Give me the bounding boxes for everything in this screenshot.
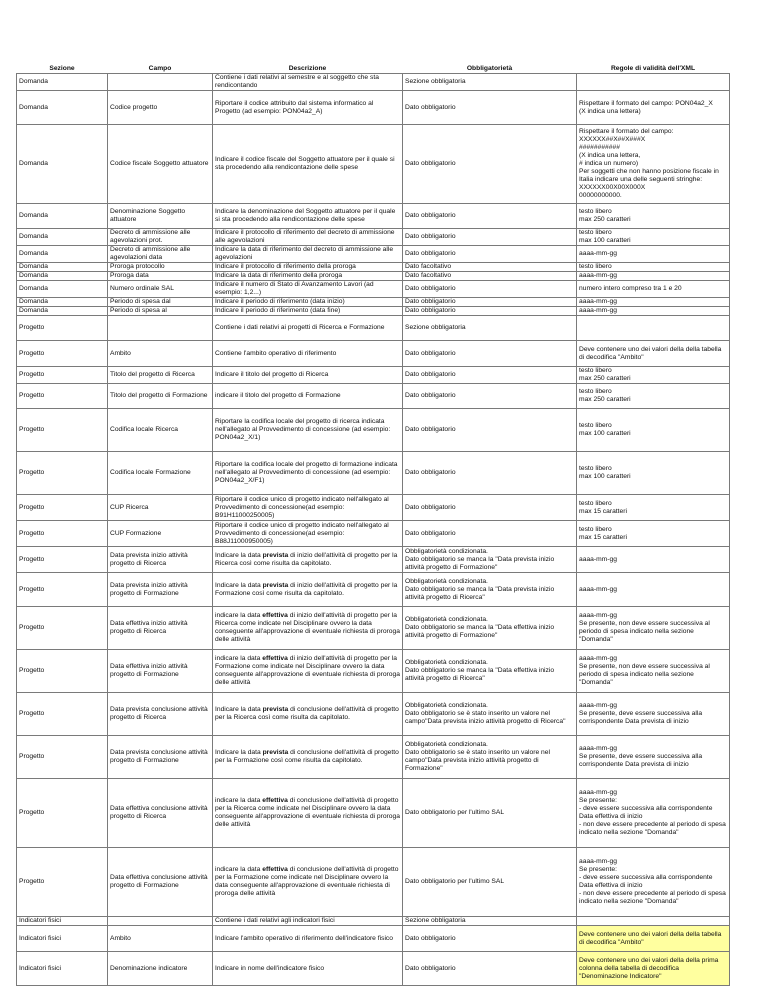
cell-obbligatorieta: Dato obbligatorio [403,298,577,307]
cell-descrizione [213,779,403,848]
cell-descrizione: Riportare la codifica locale del progetto di ricerca indicata nell'allegato al Provvedimento di concessione (ad esempio: PON04a2_X/1) [213,409,403,452]
cell-obbligatorieta: Dato obbligatorio [403,91,577,125]
cell-sezione: Domanda [17,307,108,316]
table-row [17,926,730,952]
table-row [17,573,730,607]
cell-campo [108,316,213,341]
table-row [17,125,730,204]
cell-regole: aaaa-mm-gg Se presente, non deve essere successiva al periodo di spesa indicato nella sezione "Domanda" [577,650,730,693]
descrizione-text: di inizio dell'attività di progetto per la Formazione come indicate nel Disciplinare ovvero la data conseguente all'approvazione di eventuale richiesta di proroga delle attività [215,655,400,686]
cell-obbligatorieta: Obbligatorietà condizionata. Dato obbligatorio se manca la "Data prevista inizio attività progetto di Formazione" [403,547,577,573]
cell-regole: testo libero max 15 caratteri [577,495,730,521]
cell-campo: Data effettiva inizio attività progetto di Ricerca [108,607,213,650]
cell-campo: Decreto di ammissione alle agevolazioni prot. [108,229,213,246]
cell-sezione: Progetto [17,409,108,452]
cell-sezione: Progetto [17,779,108,848]
cell-obbligatorieta: Dato obbligatorio [403,521,577,547]
cell-obbligatorieta: Dato obbligatorio [403,125,577,204]
cell-obbligatorieta: Dato obbligatorio per l'ultimo SAL [403,779,577,848]
cell-obbligatorieta: Dato obbligatorio [403,384,577,409]
descrizione-text: Indicare la data [215,551,263,559]
cell-sezione: Progetto [17,316,108,341]
cell-campo: Data effettiva conclusione attività progetto di Ricerca [108,779,213,848]
cell-descrizione [213,547,403,573]
cell-regole: numero intero compreso tra 1 e 20 [577,281,730,298]
cell-campo: Periodo di spesa al [108,307,213,316]
cell-campo: Denominazione Soggetto attuatore [108,204,213,229]
cell-campo: Data effettiva conclusione attività progetto di Formazione [108,848,213,917]
cell-regole: testo libero max 100 caratteri [577,452,730,495]
descrizione-emphasis: prevista [262,749,289,756]
cell-regole: Rispettare il formato del campo: PON04a2_X (X indica una lettera) [577,91,730,125]
cell-descrizione: Indicare il codice fiscale del Soggetto attuatore per il quale si sta procedendo alla rendicontazione delle spese [213,125,403,204]
cell-sezione: Domanda [17,74,108,91]
cell-regole: testo libero max 100 caratteri [577,409,730,452]
cell-regole: aaaa-mm-gg [577,307,730,316]
table-row [17,452,730,495]
descrizione-text: Indicare la data [215,749,263,756]
cell-descrizione: Indicare il protocollo di riferimento del decreto di ammissione alle agevolazioni [213,229,403,246]
cell-sezione: Progetto [17,650,108,693]
cell-sezione: Progetto [17,693,108,736]
cell-regole: aaaa-mm-gg [577,298,730,307]
cell-obbligatorieta: Dato obbligatorio [403,409,577,452]
cell-regole: testo libero max 250 caratteri [577,384,730,409]
cell-campo: Ambito [108,341,213,367]
cell-regole: aaaa-mm-gg Se presente, deve essere successiva alla corrispondente Data prevista di inizio [577,693,730,736]
cell-campo: Data prevista conclusione attività progetto di Formazione [108,736,213,779]
cell-obbligatorieta: Dato obbligatorio [403,229,577,246]
header-regole: Regole di validità dell'XML [577,65,730,74]
cell-regole: aaaa-mm-gg [577,272,730,281]
cell-descrizione: Contiene l'ambito operativo di riferimento [213,341,403,367]
table-row [17,495,730,521]
cell-campo: Codifica locale Ricerca [108,409,213,452]
cell-sezione: Indicatori fisici [17,926,108,952]
descrizione-emphasis: effettiva [262,612,288,619]
cell-sezione: Progetto [17,521,108,547]
table-row [17,367,730,384]
cell-regole: Deve contenere uno dei valori della della tabella di decodifica "Ambito" [577,341,730,367]
table-row [17,272,730,281]
cell-sezione: Domanda [17,263,108,272]
table-row [17,91,730,125]
cell-obbligatorieta: Dato obbligatorio [403,367,577,384]
cell-descrizione [213,736,403,779]
cell-campo: CUP Ricerca [108,495,213,521]
cell-campo: Codice fiscale Soggetto attuatore [108,125,213,204]
cell-regole: aaaa-mm-gg [577,573,730,607]
descrizione-text: indicare la data [215,797,263,804]
cell-regole: testo libero [577,263,730,272]
cell-campo: Data prevista inizio attività progetto di Formazione [108,573,213,607]
cell-sezione: Indicatori fisici [17,952,108,986]
cell-sezione: Progetto [17,452,108,495]
cell-sezione: Indicatori fisici [17,917,108,926]
header-sezione: Sezione [17,65,108,74]
table-row [17,607,730,650]
table-row [17,229,730,246]
cell-regole [577,316,730,341]
cell-sezione: Progetto [17,495,108,521]
cell-obbligatorieta: Obbligatorietà condizionata. Dato obbligatorio se è stato inserito un valore nel campo"Data prevista inizio attività progetto di Ricerca" [403,693,577,736]
cell-descrizione [213,573,403,607]
xml-rules-table [16,65,730,986]
descrizione-text: di conclusione dell'attività di progetto per la Formazione così come risulta da capitolato. [215,749,399,764]
cell-obbligatorieta: Obbligatorietà condizionata. Dato obbligatorio se è stato inserito un valore nel campo"Data prevista inizio attività progetto di Formazione" [403,736,577,779]
cell-obbligatorieta: Dato obbligatorio [403,926,577,952]
descrizione-text: Indicare la data [215,581,263,589]
cell-descrizione: Contiene i dati relativi al semestre e al soggetto che sta rendicontando [213,74,403,91]
header-row [17,65,730,74]
descrizione-text: di inizio dell'attività di progetto per la Ricerca così come risulta da capitolato. [215,551,398,567]
table-row [17,952,730,986]
cell-descrizione [213,650,403,693]
cell-descrizione: Riportare la codifica locale del progetto di formazione indicata nell'allegato al Provvedimento di concessione (ad esempio: PON04a2_X/F1) [213,452,403,495]
cell-descrizione: Indicare il protocollo di riferimento della proroga [213,263,403,272]
cell-descrizione: Contiene i dati relativi agli indicatori fisici [213,917,403,926]
cell-sezione: Domanda [17,204,108,229]
cell-obbligatorieta: Dato obbligatorio [403,204,577,229]
descrizione-text: di inizio dell'attività di progetto per la Ricerca come indicate nel Disciplinare ovvero la data conseguente all'approvazione di eventuale richiesta di proroga delle attività [215,612,400,643]
cell-descrizione: Riportare il codice unico di progetto indicato nell'allegato al Provvedimento di concessione(ad esempio: B88J11000950005) [213,521,403,547]
cell-obbligatorieta: Sezione obbligatoria [403,74,577,91]
cell-descrizione [213,693,403,736]
cell-sezione: Domanda [17,298,108,307]
cell-campo: Periodo di spesa dal [108,298,213,307]
table-row [17,736,730,779]
cell-campo: Data prevista inizio attività progetto di Ricerca [108,547,213,573]
cell-descrizione: Indicare il periodo di riferimento (data inizio) [213,298,403,307]
cell-obbligatorieta: Dato obbligatorio [403,495,577,521]
cell-descrizione: Indicare l'ambito operativo di riferimento dell'indicatore fisico [213,926,403,952]
table-row [17,521,730,547]
cell-obbligatorieta: Dato obbligatorio [403,952,577,986]
descrizione-emphasis: prevista [262,581,289,589]
cell-regole: aaaa-mm-gg [577,246,730,263]
cell-descrizione: Indicare la denominazione del Soggetto attuatore per il quale si sta procedendo alla rendicontazione delle spese [213,204,403,229]
cell-descrizione: indicare il titolo del progetto di Formazione [213,384,403,409]
header-obbligatorieta: Obbligatorietà [403,65,577,74]
cell-regole: Deve contenere uno dei valori della della tabella di decodifica "Ambito" [577,926,730,952]
table-row [17,263,730,272]
descrizione-emphasis: prevista [262,551,289,559]
cell-descrizione: Indicare il titolo del progetto di Ricerca [213,367,403,384]
cell-regole: aaaa-mm-gg Se presente: - deve essere successiva alla corrispondente Data effettiva di inizio - non deve essere precedente al periodo di spesa indicato nella sezione "Domanda" [577,848,730,917]
cell-descrizione: Riportare il codice attribuito dal sistema informatico al Progetto (ad esempio: PON04a2_A) [213,91,403,125]
cell-regole: testo libero max 250 caratteri [577,367,730,384]
cell-campo: Codice progetto [108,91,213,125]
cell-obbligatorieta: Dato obbligatorio [403,246,577,263]
cell-sezione: Progetto [17,547,108,573]
cell-campo: Ambito [108,926,213,952]
cell-obbligatorieta: Dato obbligatorio [403,341,577,367]
table-row [17,316,730,341]
cell-sezione: Progetto [17,848,108,917]
cell-descrizione: Indicare in nome dell'indicatore fisico [213,952,403,986]
cell-obbligatorieta: Obbligatorietà condizionata. Dato obbligatorio se manca la "Data effettiva inizio attività progetto di Ricerca" [403,650,577,693]
table-row [17,409,730,452]
cell-campo: Decreto di ammissione alle agevolazioni data [108,246,213,263]
cell-campo: Codifica locale Formazione [108,452,213,495]
header-campo: Campo [108,65,213,74]
cell-campo: Denominazione indicatore [108,952,213,986]
cell-sezione: Progetto [17,607,108,650]
descrizione-emphasis: effettiva [262,655,288,662]
table-row [17,281,730,298]
table-row [17,384,730,409]
cell-regole: aaaa-mm-gg Se presente, non deve essere successiva al periodo di spesa indicato nella sezione "Domanda" [577,607,730,650]
cell-sezione: Domanda [17,91,108,125]
cell-sezione: Progetto [17,341,108,367]
cell-obbligatorieta: Obbligatorietà condizionata. Dato obbligatorio se manca la "Data prevista inizio attività progetto di Ricerca" [403,573,577,607]
cell-descrizione: Indicare la data di riferimento del decreto di ammissione alle agevolazioni [213,246,403,263]
cell-sezione: Progetto [17,367,108,384]
table-row [17,307,730,316]
cell-regole: testo libero max 250 caratteri [577,204,730,229]
cell-obbligatorieta: Dato obbligatorio per l'ultimo SAL [403,848,577,917]
descrizione-text: di conclusione dell'attività di progetto per la Formazione come indicate nel Disciplinare ovvero la data conseguente all'approvazione di eventuale richiesta di proroga delle attività [215,866,399,897]
cell-campo: Proroga data [108,272,213,281]
table-row [17,848,730,917]
cell-descrizione: Riportare il codice unico di progetto indicato nell'allegato al Provvedimento di concessione(ad esempio: B91H11000250005) [213,495,403,521]
cell-regole: aaaa-mm-gg [577,547,730,573]
header-descrizione: Descrizione [213,65,403,74]
cell-campo: Data effettiva inizio attività progetto di Formazione [108,650,213,693]
cell-regole: testo libero max 100 caratteri [577,229,730,246]
table-row [17,547,730,573]
table-row [17,74,730,91]
descrizione-text: di inizio dell'attività di progetto per la Formazione così come risulta da capitolato. [215,581,398,597]
cell-descrizione: Indicare il numero di Stato di Avanzamento Lavori (ad esempio: 1,2...) [213,281,403,298]
table-row [17,693,730,736]
cell-sezione: Domanda [17,125,108,204]
cell-regole [577,917,730,926]
cell-descrizione [213,848,403,917]
cell-sezione: Domanda [17,272,108,281]
cell-regole: Rispettare il formato del campo: XXXXXX##X##X###X ########### (X indica una lettera, # indica un numero) Per soggetti che non hanno posizione fiscale in Italia indicare una delle seguenti stringhe: XXXXXX00X00X000X 00000000000. [577,125,730,204]
cell-sezione: Domanda [17,281,108,298]
table-row [17,341,730,367]
table-row [17,246,730,263]
cell-campo: Numero ordinale SAL [108,281,213,298]
cell-sezione: Domanda [17,246,108,263]
table-row [17,917,730,926]
cell-obbligatorieta: Sezione obbligatoria [403,316,577,341]
cell-obbligatorieta: Dato obbligatorio [403,452,577,495]
descrizione-text: di conclusione dell'attività di progetto per la Ricerca così come risulta da capitolato. [215,706,399,721]
cell-campo: Data prevista conclusione attività progetto di Ricerca [108,693,213,736]
cell-obbligatorieta: Dato facoltativo [403,263,577,272]
cell-campo [108,74,213,91]
cell-sezione: Progetto [17,384,108,409]
cell-campo: Titolo del progetto di Ricerca [108,367,213,384]
cell-campo: Titolo del progetto di Formazione [108,384,213,409]
cell-sezione: Progetto [17,573,108,607]
cell-descrizione: Indicare la data di riferimento della proroga [213,272,403,281]
cell-regole: aaaa-mm-gg Se presente, deve essere successiva alla corrispondente Data prevista di inizio [577,736,730,779]
table-row [17,204,730,229]
cell-obbligatorieta: Dato obbligatorio [403,307,577,316]
descrizione-emphasis: prevista [262,706,289,713]
cell-obbligatorieta: Dato facoltativo [403,272,577,281]
cell-regole: aaaa-mm-gg Se presente: - deve essere successiva alla corrispondente Data effettiva di inizio - non deve essere precedente al periodo di spesa indicato nella sezione "Domanda" [577,779,730,848]
table-row [17,650,730,693]
cell-obbligatorieta: Dato obbligatorio [403,281,577,298]
cell-descrizione: Indicare il periodo di riferimento (data fine) [213,307,403,316]
descrizione-text: indicare la data [215,655,263,662]
cell-campo [108,917,213,926]
cell-regole: testo libero max 15 caratteri [577,521,730,547]
cell-sezione: Domanda [17,229,108,246]
descrizione-text: Indicare la data [215,706,263,713]
descrizione-emphasis: effettiva [262,866,288,873]
descrizione-text: di conclusione dell'attività di progetto per la Ricerca come indicate nel Disciplinare ovvero la data conseguente all'approvazione di eventuale richiesta di proroga delle attività [215,797,400,828]
cell-sezione: Progetto [17,736,108,779]
cell-obbligatorieta: Obbligatorietà condizionata. Dato obbligatorio se manca la "Data effettiva inizio attività progetto di Formazione" [403,607,577,650]
cell-regole: Deve contenere uno dei valori della della prima colonna della tabella di decodifica "Denominazione Indicatore" [577,952,730,986]
cell-campo: Proroga protocollo [108,263,213,272]
cell-obbligatorieta: Sezione obbligatoria [403,917,577,926]
cell-descrizione [213,607,403,650]
descrizione-text: indicare la data [215,866,263,873]
cell-descrizione: Contiene i dati relativi ai progetti di Ricerca e Formazione [213,316,403,341]
descrizione-text: indicare la data [215,612,263,619]
descrizione-emphasis: effettiva [262,797,288,804]
table-row [17,298,730,307]
cell-regole [577,74,730,91]
table-body [17,74,730,986]
table-row [17,779,730,848]
cell-campo: CUP Formazione [108,521,213,547]
